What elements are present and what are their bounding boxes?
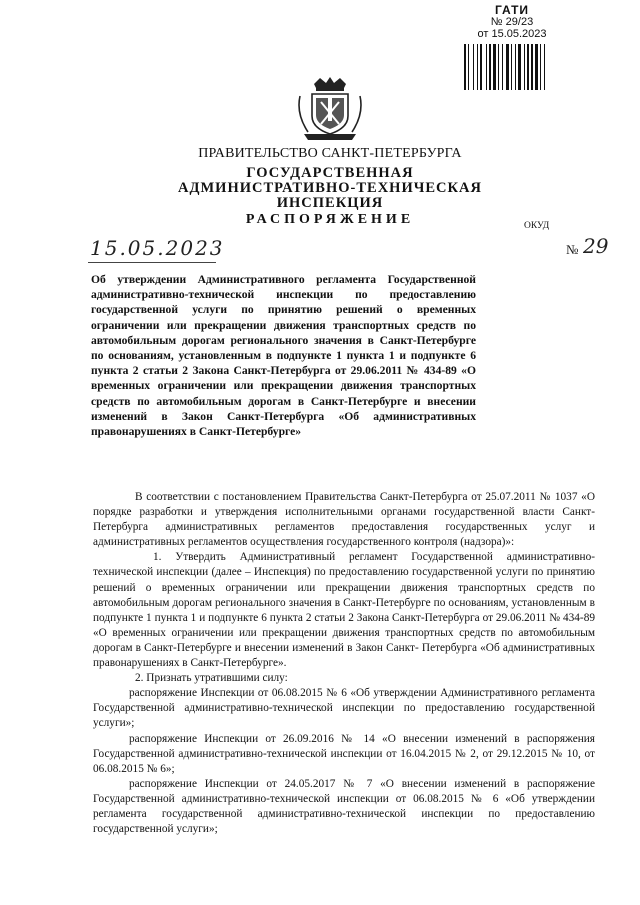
document-body bbox=[93, 490, 595, 837]
barcode-bar bbox=[493, 44, 496, 90]
handwritten-number: 29 bbox=[583, 234, 609, 258]
barcode-bar bbox=[511, 44, 512, 90]
barcode-bar bbox=[540, 44, 541, 90]
barcode-bar bbox=[535, 44, 538, 90]
document-title: Об утверждении Административного регламента Государственной административно-технической инспекции по предоставлению государственной услуги по принятию решений о временных ограничении или прекращении движения транспортных средств по автомобильным дорогам регионального значения в Санкт-Петербурге по основаниям, установленным в подпункте 1 пункта 1 и подпункте 6 пункта 2 статьи 2 Закона Санкт-Петербурга от 29.06.2011 № 434-89 «О временных ограничении или прекращении движения транспортных средств по автомобильным дорогам в Санкт-Петербурге и внесении изменений в Закон Санкт-Петербурга «Об административных правонарушениях в Санкт-Петербурге» bbox=[91, 273, 476, 439]
barcode-bar bbox=[489, 44, 491, 90]
barcode-bar bbox=[477, 44, 478, 90]
barcode-bar bbox=[518, 44, 521, 90]
paragraph-2: 2. Признать утратившими силу: bbox=[135, 672, 288, 685]
inspection-name-line1: ГОСУДАРСТВЕННАЯ bbox=[246, 165, 414, 181]
barcode-bar bbox=[544, 44, 545, 90]
barcode-bar bbox=[524, 44, 525, 90]
coat-of-arms-icon bbox=[292, 74, 368, 144]
paragraph-1: 1. Утвердить Административный регламент Государственной административно-технической инспекции (далее – Инспекция) по предоставлению государственной услуги по принятию решений о временных ограничении или прекращении движения транспортных средств по автомобильным дорогам регионального значения в Санкт-Петербурге по основаниям, установленным в подпункте 1 пункта 1 и подпункте 6 пункта 2 статьи 2 Закона Санкт-Петербурга от 29.06.2011 № 434-89 «О временных ограничении или прекращении движения транспортных средств по автомобильным дорогам в Санкт-Петербурге и внесении изменений в Закон Санкт- Петербурга «Об административных правонарушениях в Санкт-Петербурге». bbox=[93, 551, 595, 670]
barcode-bar bbox=[527, 44, 529, 90]
barcode-bar bbox=[473, 44, 474, 90]
inspection-name-line2: АДМИНИСТРАТИВНО-ТЕХНИЧЕСКАЯ bbox=[178, 180, 482, 196]
date-underline bbox=[88, 262, 216, 263]
handwritten-date: 15.05.2023 bbox=[90, 236, 225, 260]
barcode bbox=[462, 44, 562, 90]
revoked-item: распоряжение Инспекции от 24.05.2017 № 7 «О внесении изменений в распоряжение Государственной административно-технической инспекции от 06.08.2015 № 6 «Об утверждении регламента государственной административно-технической инспекции по предоставлению государственной услуги»; bbox=[93, 777, 595, 836]
okud-label: ОКУД bbox=[524, 221, 550, 231]
barcode-bar bbox=[464, 44, 466, 90]
number-label: № bbox=[566, 242, 579, 257]
stamp-date: от 15.05.2023 bbox=[477, 28, 547, 40]
barcode-bar bbox=[506, 44, 509, 90]
stamp-number: № 29/23 bbox=[490, 16, 534, 28]
inspection-name-line3: ИНСПЕКЦИЯ bbox=[276, 195, 384, 211]
barcode-bar bbox=[498, 44, 499, 90]
registration-stamp bbox=[462, 4, 562, 40]
inspection-name bbox=[150, 166, 510, 211]
barcode-bar bbox=[468, 44, 469, 90]
barcode-bar bbox=[480, 44, 482, 90]
government-name: ПРАВИТЕЛЬСТВО САНКТ-ПЕТЕРБУРГА bbox=[198, 146, 462, 161]
barcode-bar bbox=[531, 44, 533, 90]
barcode-bar bbox=[486, 44, 487, 90]
stamp-org: ГАТИ bbox=[494, 3, 530, 17]
barcode-bar bbox=[502, 44, 503, 90]
revoked-item: распоряжение Инспекции от 06.08.2015 № 6 «Об утверждении Административного регламента Государственной административно-технической инспекции по предоставлению государственной услуги»; bbox=[93, 687, 595, 730]
intro-paragraph: В соответствии с постановлением Правительства Санкт-Петербурга от 25.07.2011 № 1037 «О порядке разработки и утверждения исполнительными органами государственной власти Санкт-Петербурга административных регламентов предоставления государственных услуг и административных регламентов осуществления государственного контроля (надзора)»: bbox=[93, 491, 595, 549]
barcode-bar bbox=[515, 44, 516, 90]
revoked-item: распоряжение Инспекции от 26.09.2016 № 14 «О внесении изменений в распоряжения Государственной административно-технической инспекции от 16.04.2015 № 2, от 29.12.2015 № 10, от 06.08.2015 № 6»; bbox=[93, 732, 595, 775]
document-type: РАСПОРЯЖЕНИЕ bbox=[245, 212, 415, 227]
